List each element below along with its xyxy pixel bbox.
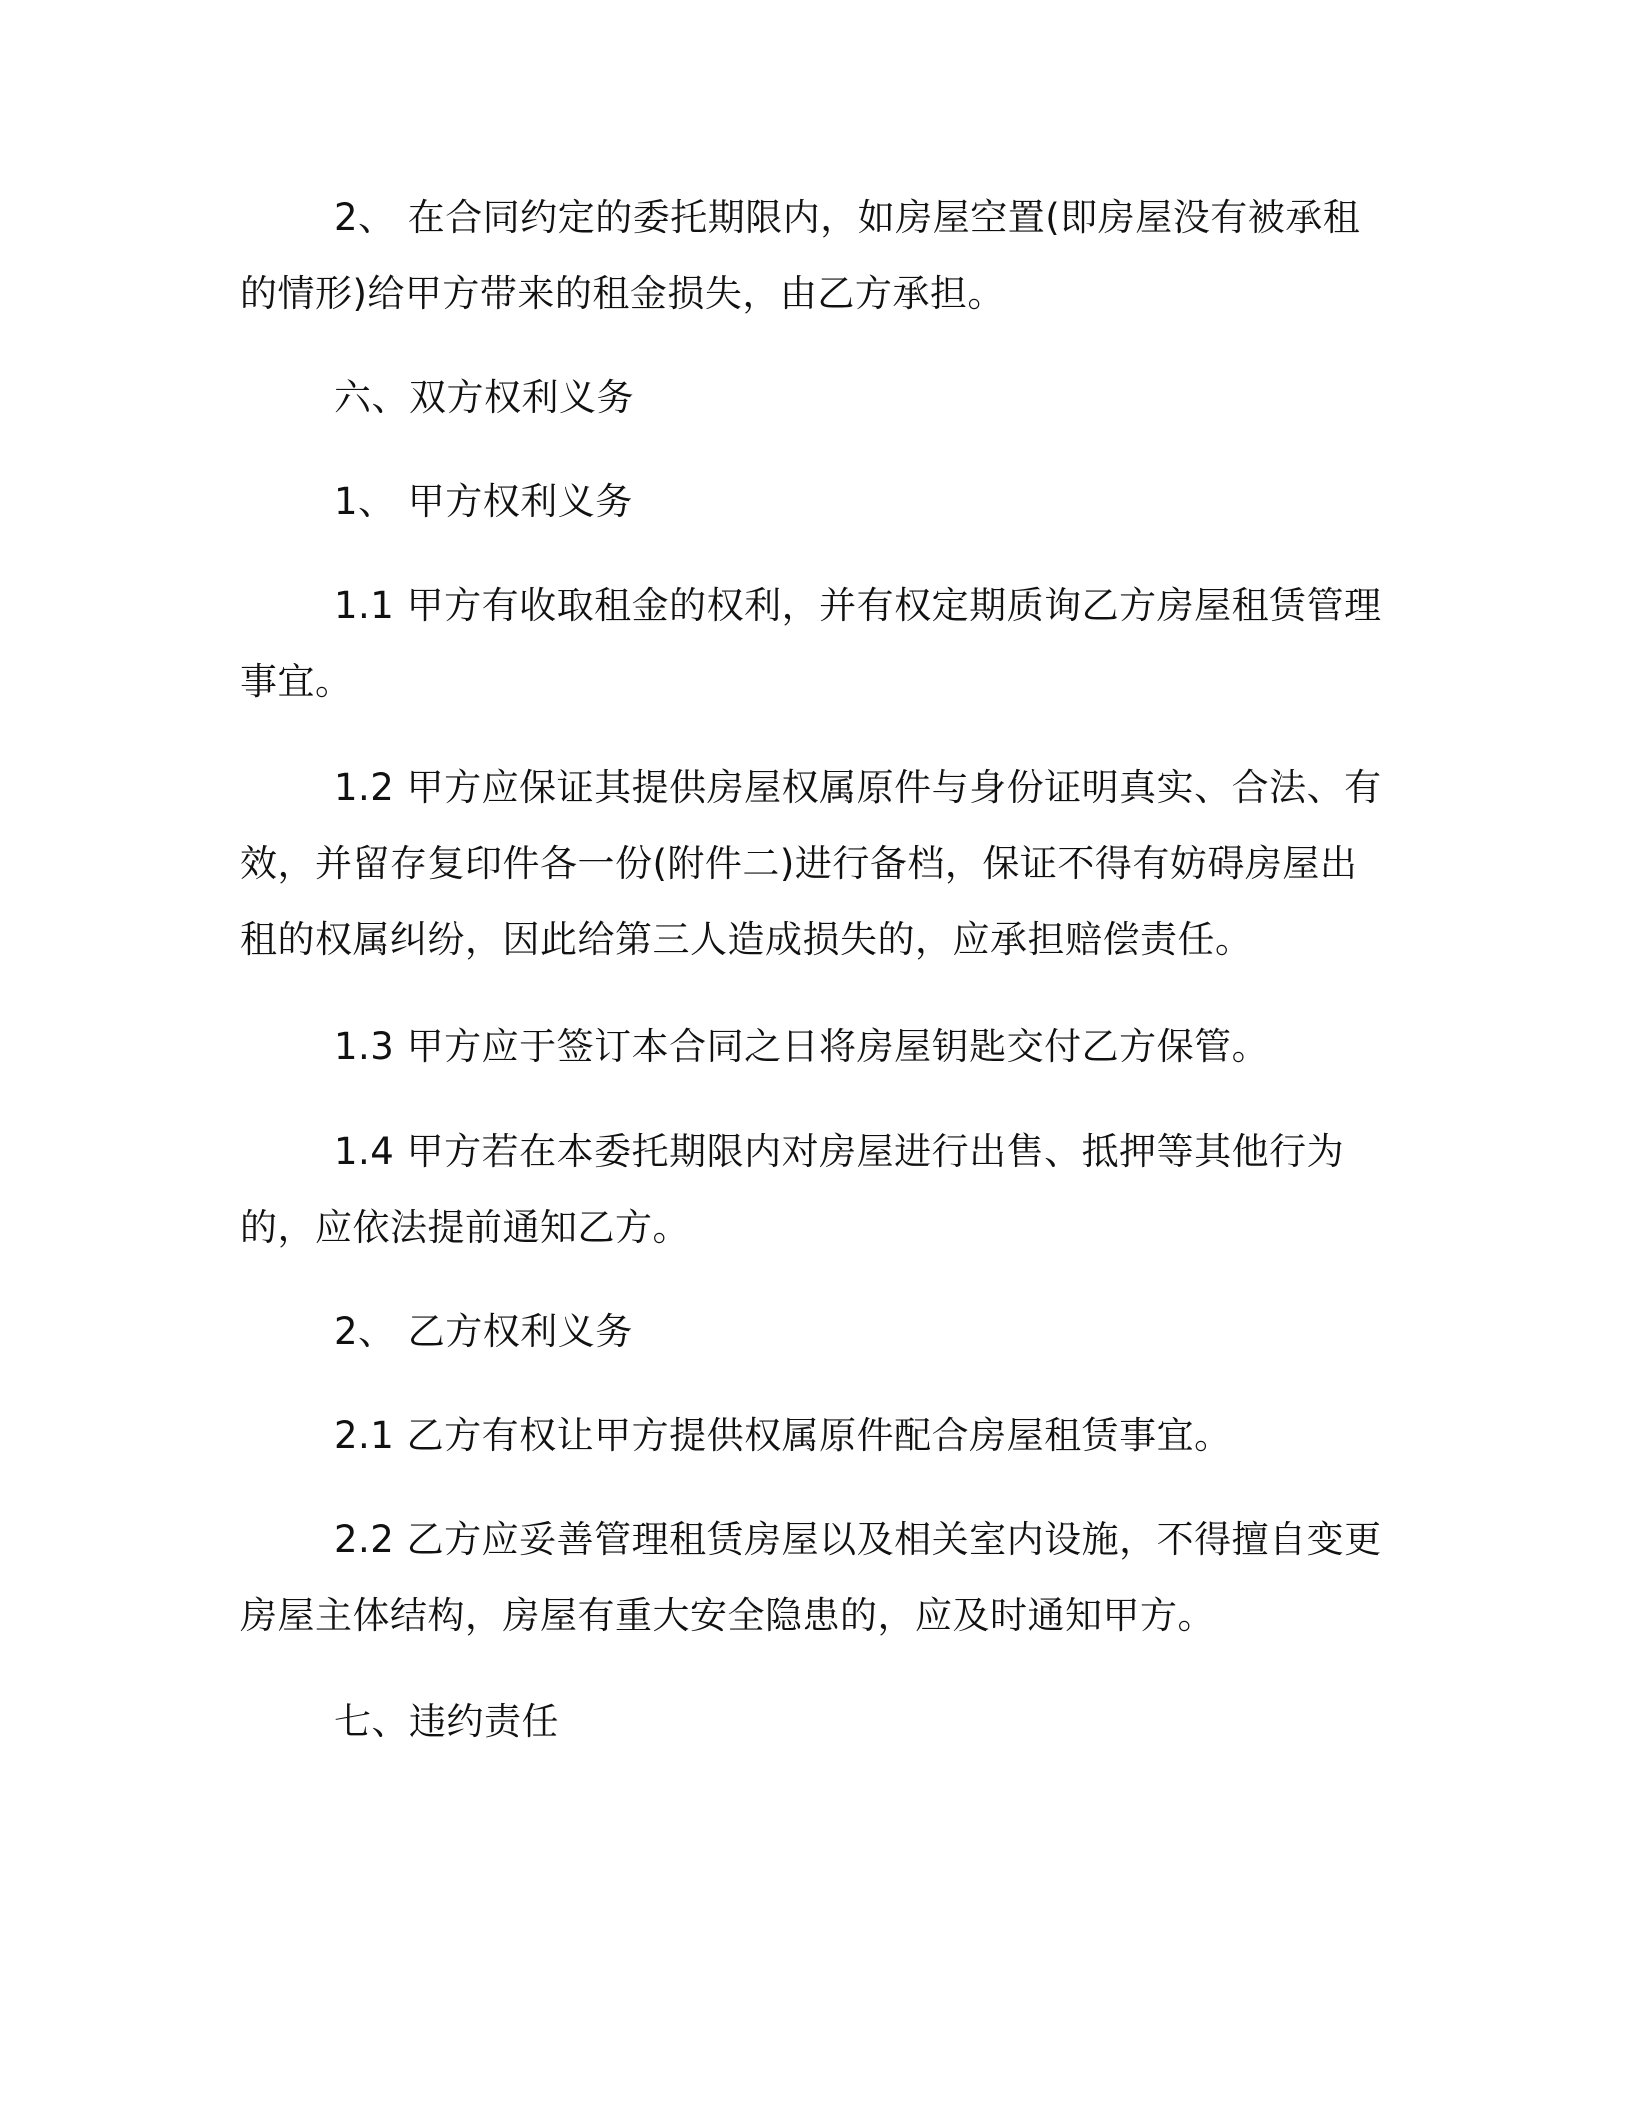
clause-1-1: 1.1 甲方有收取租金的权利，并有权定期质询乙方房屋租赁管理事宜。 [240, 584, 1382, 703]
clause-1-3: 1.3 甲方应于签订本合同之日将房屋钥匙交付乙方保管。 [334, 1025, 1270, 1068]
clause-2-2: 2.2 乙方应妥善管理租赁房屋以及相关室内设施，不得擅自变更房屋主体结构，房屋有重大安全隐患的，应及时通知甲方。 [240, 1518, 1382, 1637]
party-b-rights-heading: 2、 乙方权利义务 [334, 1310, 633, 1353]
section-6-heading: 六、双方权利义务 [334, 376, 634, 419]
party-a-rights-heading: 1、 甲方权利义务 [334, 480, 633, 523]
clause-5-2-vacancy-loss: 2、 在合同约定的委托期限内，如房屋空置(即房屋没有被承租的情形)给甲方带来的租金损失，由乙方承担。 [240, 196, 1361, 315]
clause-1-4: 1.4 甲方若在本委托期限内对房屋进行出售、抵押等其他行为的，应依法提前通知乙方。 [240, 1130, 1345, 1249]
section-7-heading: 七、违约责任 [334, 1700, 559, 1743]
clause-1-2: 1.2 甲方应保证其提供房屋权属原件与身份证明真实、合法、有效，并留存复印件各一份(附件二)进行备档，保证不得有妨碍房屋出租的权属纠纷，因此给第三人造成损失的，应承担赔偿责任。 [240, 766, 1382, 961]
clause-2-1: 2.1 乙方有权让甲方提供权属原件配合房屋租赁事宜。 [334, 1414, 1232, 1457]
